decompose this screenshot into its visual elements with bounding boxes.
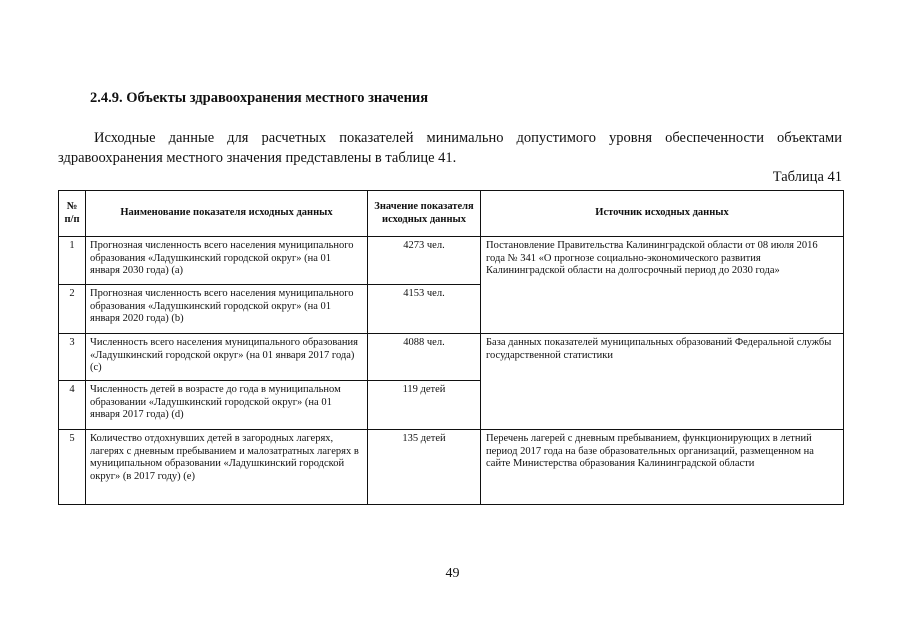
table-row <box>59 237 844 285</box>
section-title: 2.4.9. Объекты здравоохранения местного значения <box>90 90 429 106</box>
row-source: База данных показателей муниципальных образований Федеральной службы государственной статистики <box>481 334 844 430</box>
table-caption: Таблица 41 <box>772 169 842 185</box>
header-source: Источник исходных данных <box>481 191 844 237</box>
row-name: Численность детей в возрасте до года в муниципальном образовании «Ладушкинский городской округ» (на 01 января 2017 года) (d) <box>86 381 368 430</box>
row-value: 4153 чел. <box>368 285 481 334</box>
row-num: 5 <box>59 430 86 505</box>
table-row <box>59 430 844 505</box>
header-name: Наименование показателя исходных данных <box>86 191 368 237</box>
row-num: 4 <box>59 381 86 430</box>
row-num: 3 <box>59 334 86 381</box>
page-number: 49 <box>445 566 460 581</box>
row-value: 135 детей <box>368 430 481 505</box>
row-value: 4088 чел. <box>368 334 481 381</box>
table-header-row <box>59 191 844 237</box>
row-num: 2 <box>59 285 86 334</box>
row-name: Прогнозная численность всего населения муниципального образования «Ладушкинский городской округ» (на 01 января 2030 года) (a) <box>86 237 368 285</box>
row-source: Перечень лагерей с дневным пребыванием, функционирующих в летний период 2017 года на базе образовательных организаций, размещенном на сайте Министерства образования Калининградской области <box>481 430 844 505</box>
row-name: Прогнозная численность всего населения муниципального образования «Ладушкинский городской округ» (на 01 января 2020 года) (b) <box>86 285 368 334</box>
row-name: Количество отдохнувших детей в загородных лагерях, лагерях с дневным пребыванием и малозатратных лагерях в муниципальном образовании «Ладушкинский городской округ» (в 2017 году) (e) <box>86 430 368 505</box>
data-table <box>58 190 844 505</box>
row-num: 1 <box>59 237 86 285</box>
intro-paragraph: Исходные данные для расчетных показателей минимально допустимого уровня обеспеченности объектами здравоохранения местного значения представлены в таблице 41. <box>58 130 842 166</box>
row-source: Постановление Правительства Калининградской области от 08 июля 2016 года № 341 «О прогнозе социально-экономического развития Калининградской области на долгосрочный период до 2030 года» <box>481 237 844 334</box>
table-row <box>59 334 844 381</box>
header-num: № п/п <box>59 191 86 237</box>
row-value: 119 детей <box>368 381 481 430</box>
row-value: 4273 чел. <box>368 237 481 285</box>
row-name: Численность всего населения муниципального образования «Ладушкинский городской округ» (на 01 января 2017 года) (c) <box>86 334 368 381</box>
header-value: Значение показателя исходных данных <box>368 191 481 237</box>
